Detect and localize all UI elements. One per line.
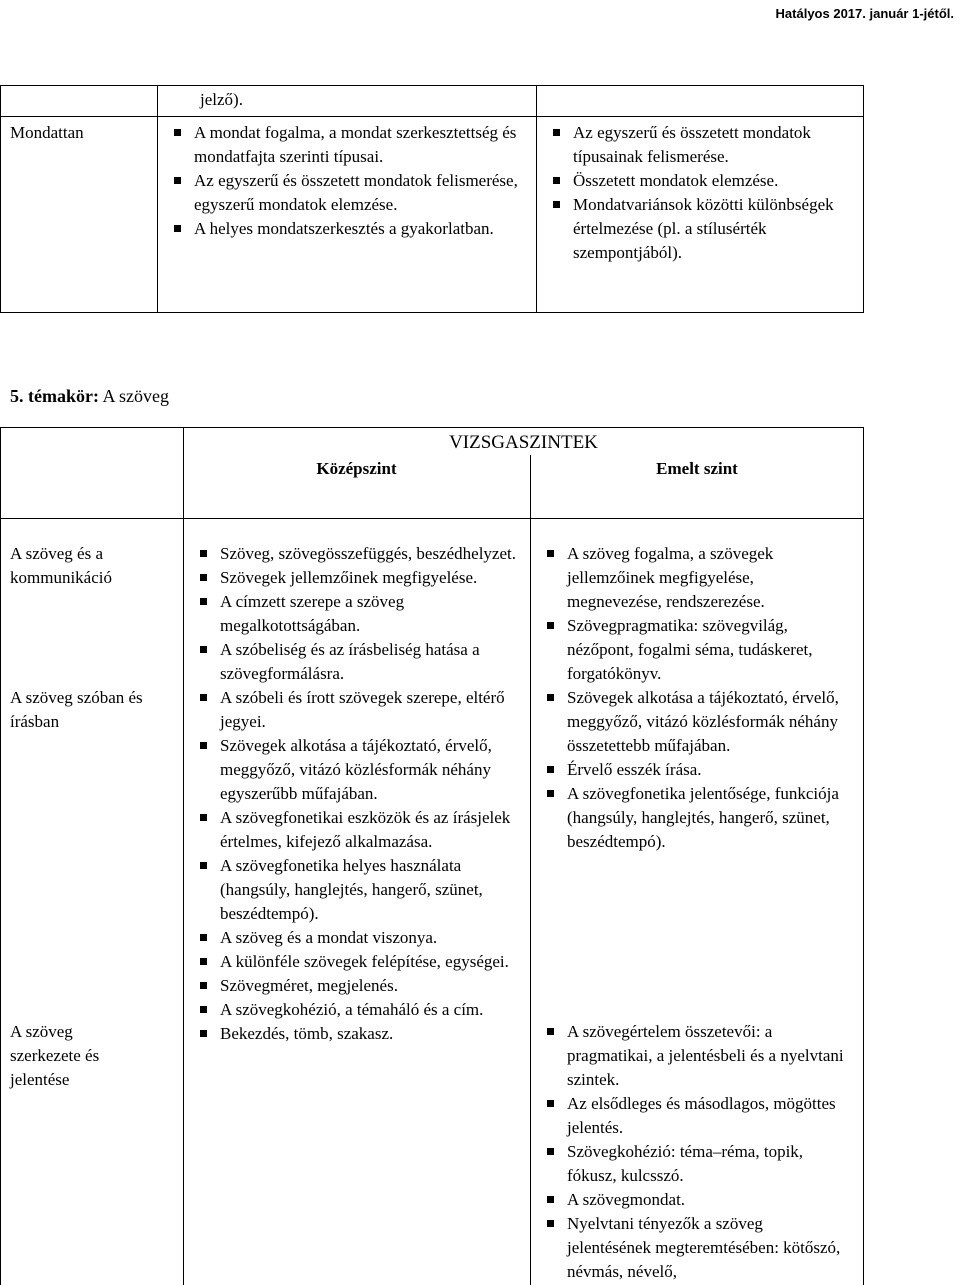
table1-divider-1	[157, 85, 158, 313]
list-item: Szövegek jellemzőinek megfigyelése.	[194, 566, 524, 590]
topic-label: A szöveg szerkezete és jelentése	[10, 1022, 100, 1089]
section-title	[10, 384, 169, 408]
list-item: A mondat fogalma, a mondat szerkesztettség és mondatfajta szerinti típusai.	[168, 121, 523, 169]
mondattan-high-list	[547, 121, 847, 265]
list-item: Érvelő esszék írása.	[541, 758, 846, 782]
topic-label: A szöveg és a kommunikáció	[10, 544, 112, 587]
table1-row-divider	[0, 116, 864, 117]
table2-header-divider	[0, 518, 864, 519]
high-level-list	[541, 542, 846, 854]
table2-divider-1	[183, 427, 184, 1285]
high-level-header: Emelt szint	[656, 459, 738, 478]
list-item: Szövegek alkotása a tájékoztató, érvelő, meggyőző, vitázó közlésformák néhány egyszerűbb műfajában.	[194, 734, 524, 806]
continued-text: jelző).	[200, 90, 243, 109]
list-item: Szövegek alkotása a tájékoztató, érvelő, meggyőző, vitázó közlésformák néhány összetettebb műfajában.	[541, 686, 846, 758]
list-item: A helyes mondatszerkesztés a gyakorlatban.	[168, 217, 523, 241]
list-item: Szöveg, szövegösszefüggés, beszédhelyzet.	[194, 542, 524, 566]
list-item: A szóbeli és írott szövegek szerepe, eltérő jegyei.	[194, 686, 524, 734]
list-item: A szövegfonetika jelentősége, funkciója (hangsúly, hanglejtés, hangerő, szünet, beszédtempó).	[541, 782, 846, 854]
list-item: Az elsődleges és másodlagos, mögöttes jelentés.	[541, 1092, 846, 1140]
list-item: Szövegpragmatika: szövegvilág, nézőpont, fogalmi séma, tudáskeret, forgatókönyv.	[541, 614, 846, 686]
list-item: A címzett szerepe a szöveg megalkotottságában.	[194, 590, 524, 638]
table1-divider-2	[536, 85, 537, 313]
section-prefix: 5. témakör:	[10, 386, 99, 406]
list-item: A szövegmondat.	[541, 1188, 846, 1212]
table2-divider-2	[530, 455, 531, 1285]
mondattan-mid-list	[168, 121, 523, 241]
list-item: A szövegértelem összetevői: a pragmatikai, a jelentésbeli és a nyelvtani szintek.	[541, 1020, 846, 1092]
list-item: Összetett mondatok elemzése.	[547, 169, 847, 193]
list-item: A szövegfonetika helyes használata (hangsúly, hanglejtés, hangerő, szünet, beszédtempó).	[194, 854, 524, 926]
list-item: A szövegkohézió, a témaháló és a cím.	[194, 998, 524, 1022]
list-item: Az egyszerű és összetett mondatok felismerése, egyszerű mondatok elemzése.	[168, 169, 523, 217]
list-item: A különféle szövegek felépítése, egységei.	[194, 950, 524, 974]
list-item: Bekezdés, tömb, szakasz.	[194, 1022, 524, 1046]
list-item: Nyelvtani tényezők a szöveg jelentésének megteremtésében: kötőszó, névmás, névelő,	[541, 1212, 846, 1284]
section-name: A szöveg	[102, 386, 169, 406]
list-item: Szövegméret, megjelenés.	[194, 974, 524, 998]
mid-level-list	[194, 542, 524, 1046]
list-item: A szöveg és a mondat viszonya.	[194, 926, 524, 950]
list-item: A szövegfonetikai eszközök és az írásjelek értelmes, kifejező alkalmazása.	[194, 806, 524, 854]
topic-label: A szöveg szóban és írásban	[10, 688, 143, 731]
list-item: A szöveg fogalma, a szövegek jellemzőinek megfigyelése, megnevezése, rendszerezése.	[541, 542, 846, 614]
mid-level-header: Középszint	[316, 459, 397, 478]
list-item: A szóbeliség és az írásbeliség hatása a szövegformálásra.	[194, 638, 524, 686]
high-level-list-structure	[541, 1020, 846, 1284]
list-item: Mondatvariánsok közötti különbségek értelmezése (pl. a stílusérték szempontjából).	[547, 193, 847, 265]
list-item: Az egyszerű és összetett mondatok típusainak felismerése.	[547, 121, 847, 169]
effective-date-header: Hatályos 2017. január 1-jétől.	[775, 6, 954, 21]
list-item: Szövegkohézió: téma–réma, topik, fókusz, kulcsszó.	[541, 1140, 846, 1188]
row-label-mondattan: Mondattan	[10, 123, 84, 142]
exam-levels-title: VIZSGASZINTEK	[449, 432, 598, 453]
